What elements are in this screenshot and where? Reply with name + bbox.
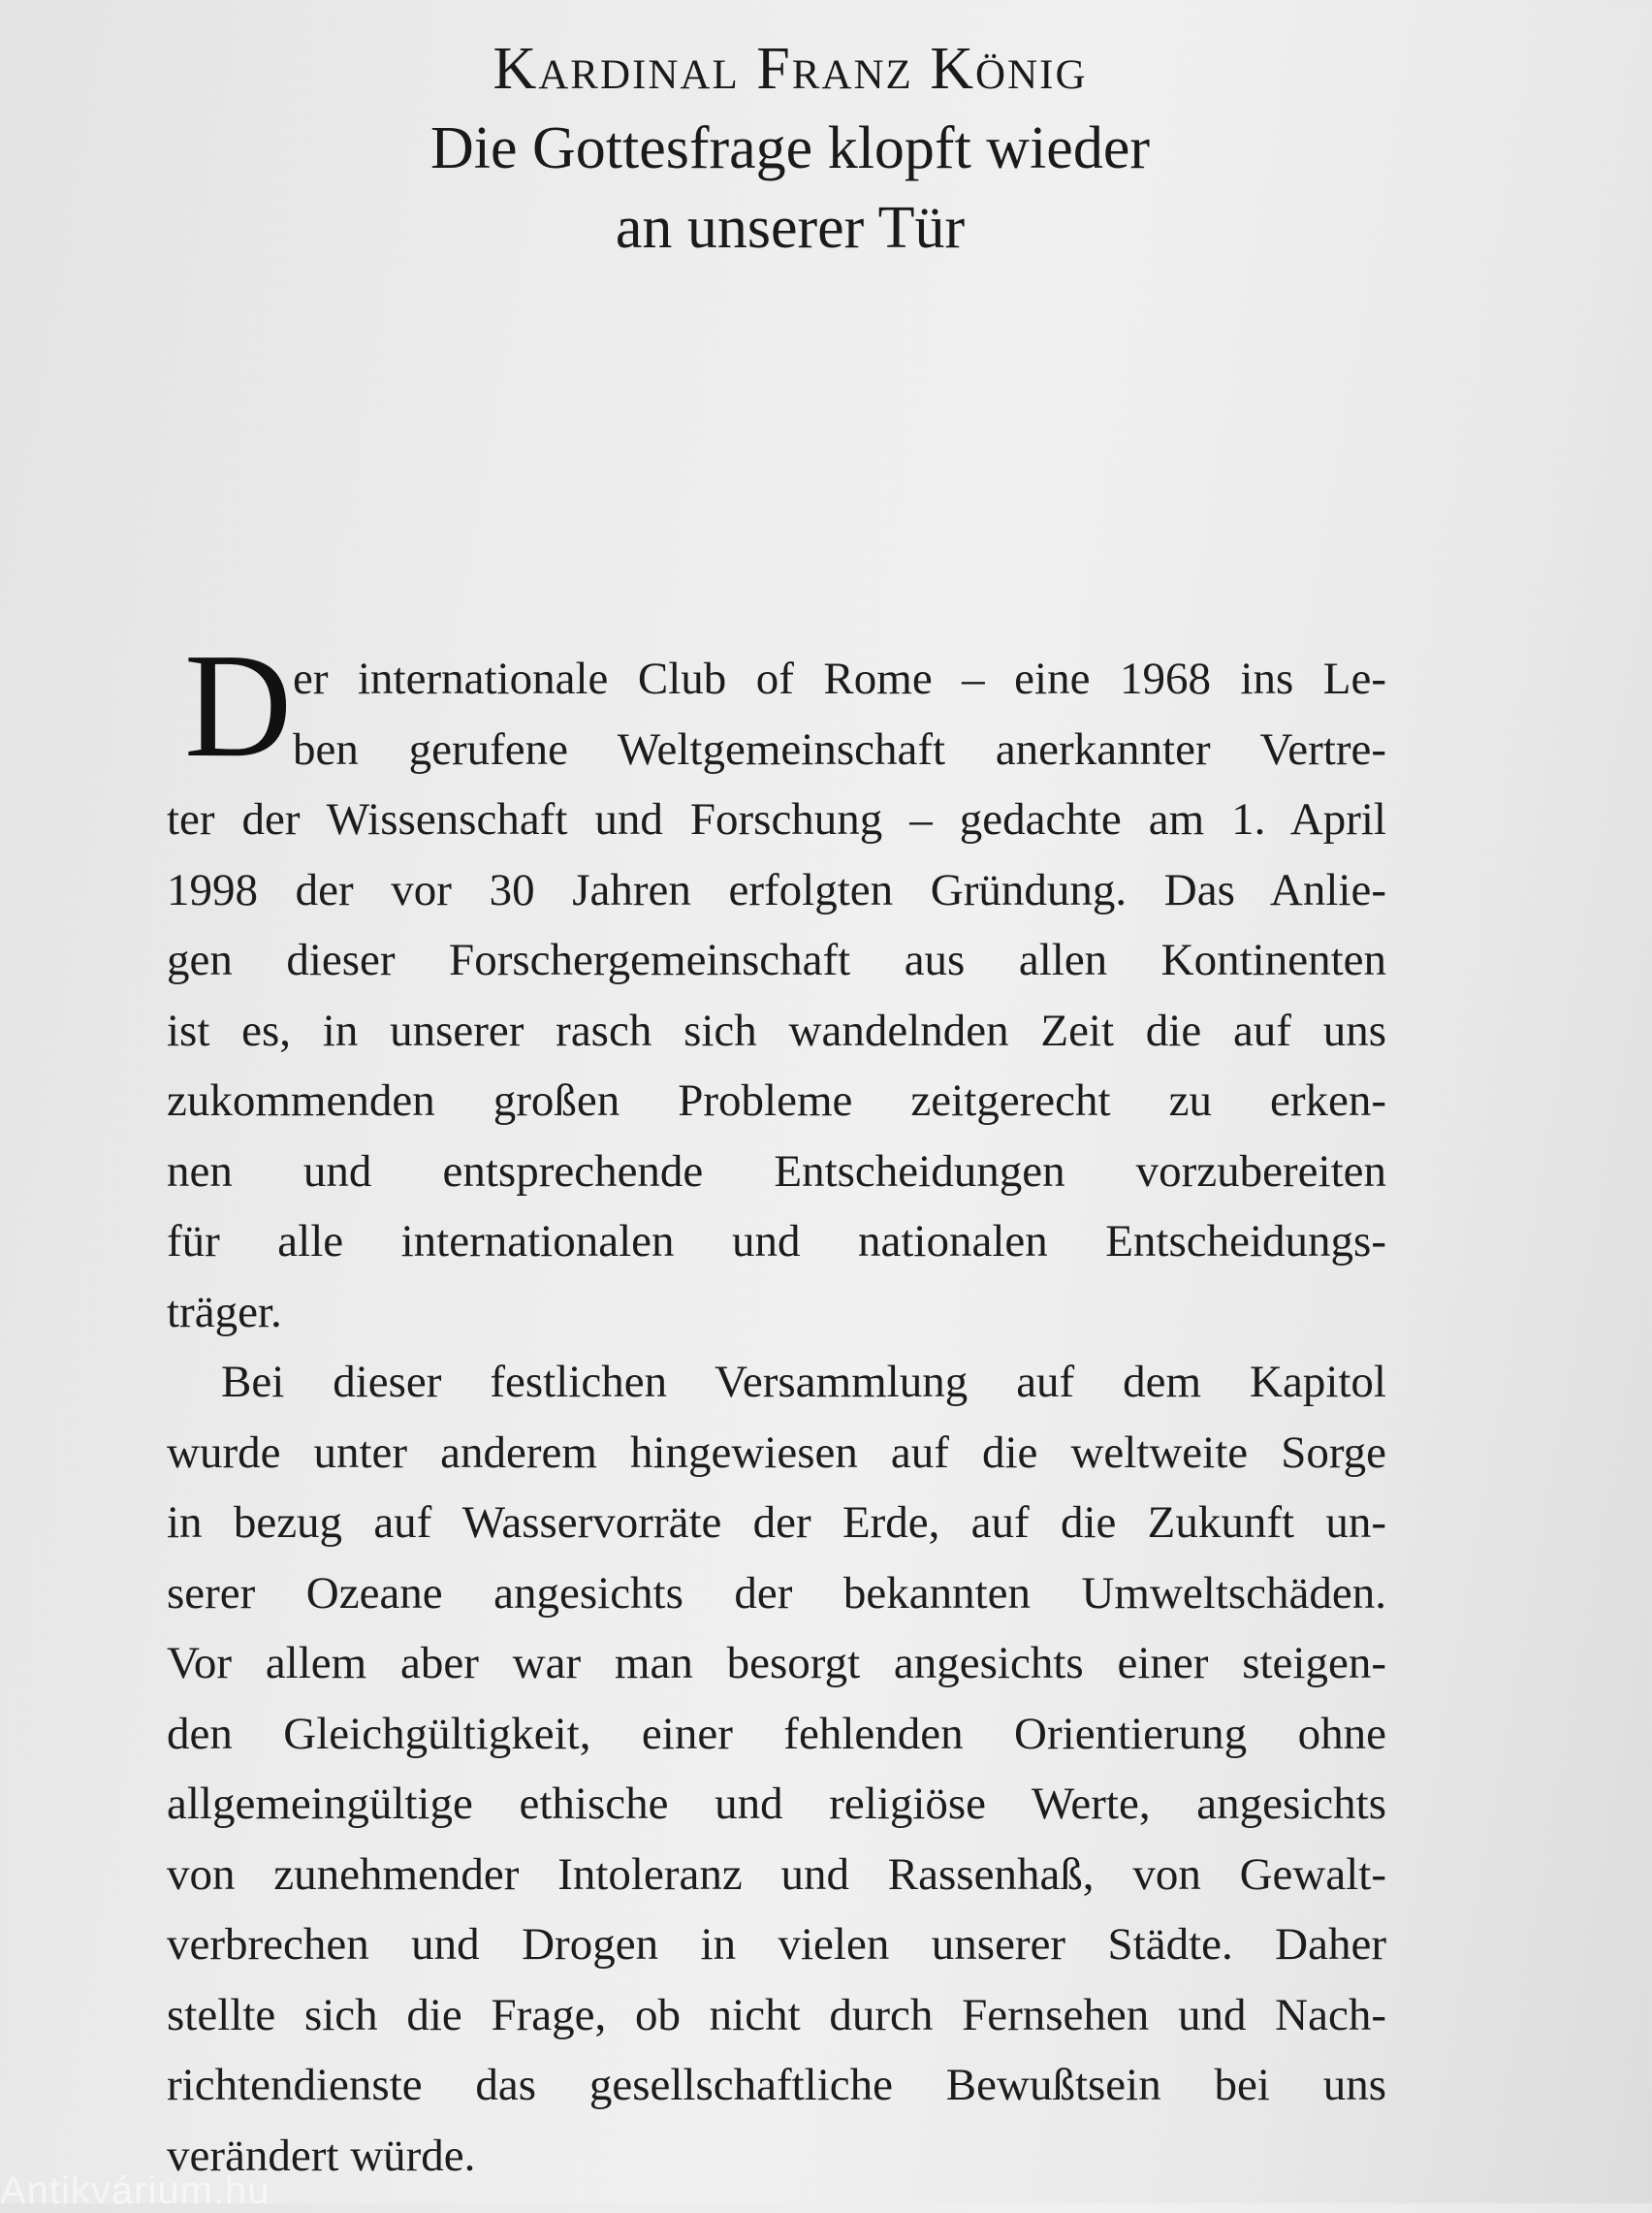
text-line: den Gleichgültigkeit, einer fehlenden Orientierung ohne: [167, 1708, 1386, 1759]
title-line-1: Die Gottesfrage klopft wieder: [429, 115, 1150, 181]
text-line: zukommenden großen Probleme zeitgerecht zu erken-: [167, 1075, 1386, 1126]
text-line: träger.: [167, 1286, 282, 1337]
watermark: Antikvárium.hu: [0, 2169, 270, 2212]
title-line-2: an unserer Tür: [615, 195, 966, 261]
text-line: in bezug auf Wasservorräte der Erde, auf die Zukunft un-: [167, 1497, 1386, 1548]
text-line: verbrechen und Drogen in vielen unserer Städte. Daher: [167, 1919, 1386, 1970]
text-line: von zunehmender Intoleranz und Rassenhaß, von Gewalt-: [167, 1848, 1386, 1900]
text-line: Vor allem aber war man besorgt angesichts einer steigen-: [167, 1638, 1386, 1688]
author-name: Kardinal Franz König: [492, 36, 1088, 102]
text-line: verändert würde.: [167, 2130, 476, 2181]
text-line: serer Ozeane angesichts der bekannten Umweltschäden.: [167, 1567, 1386, 1619]
text-line: 1998 der vor 30 Jahren erfolgten Gründung. Das Anlie-: [167, 864, 1386, 915]
paragraph-1: [167, 624, 1386, 1347]
text-line: ben gerufene Weltgemeinschaft anerkannter Vertre-: [293, 723, 1386, 775]
paragraph-2: [167, 1347, 1386, 2191]
text-line: ist es, in unserer rasch sich wandelnden Zeit die auf uns: [167, 1005, 1386, 1056]
text-line: stellte sich die Frage, ob nicht durch Fernsehen und Nach-: [167, 1989, 1386, 2040]
text-line: wurde unter anderem hingewiesen auf die weltweite Sorge: [167, 1427, 1386, 1478]
text-line: für alle internationalen und nationalen Entscheidungs-: [167, 1216, 1386, 1267]
text-line: er internationale Club of Rome – eine 1968 ins Le-: [293, 654, 1386, 704]
text-line: Bei dieser festlichen Versammlung auf dem Kapitol: [221, 1357, 1386, 1407]
text-line: nen und entsprechende Entscheidungen vorzubereiten: [167, 1145, 1386, 1197]
text-line: allgemeingültige ethische und religiöse Werte, angesichts: [167, 1779, 1386, 1829]
drop-cap: D: [184, 624, 293, 788]
text-line: ter der Wissenschaft und Forschung – gedachte am 1. April: [167, 794, 1386, 845]
chapter-title: [0, 109, 1580, 268]
text-line: gen dieser Forschergemeinschaft aus allen Kontinenten: [167, 935, 1386, 985]
body-text: [167, 624, 1386, 2191]
text-line: richtendienste das gesellschaftliche Bewußtsein bei uns: [167, 2060, 1386, 2110]
